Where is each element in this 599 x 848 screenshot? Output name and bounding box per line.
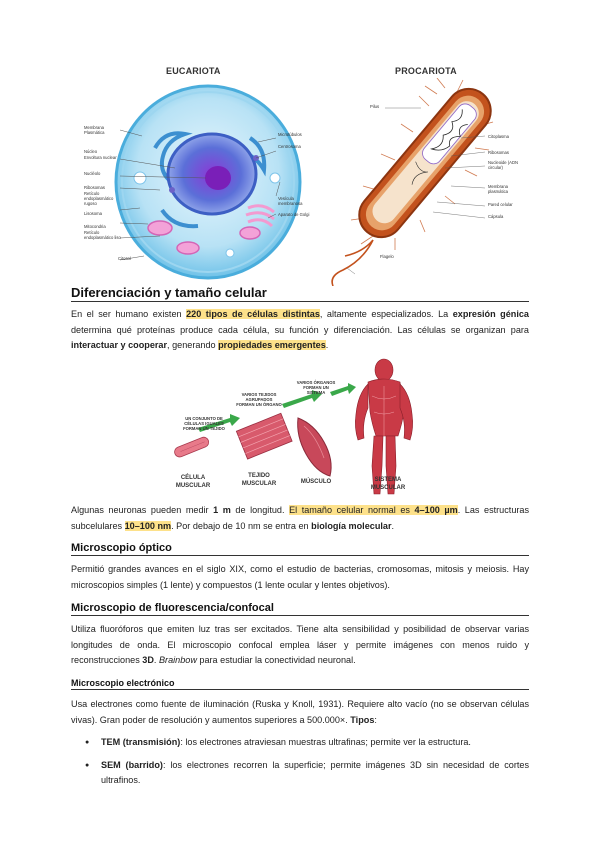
euk-label-nucleolo: Nucléolo	[84, 171, 101, 176]
prok-label-capsula: Cápsula	[488, 214, 504, 219]
eukaryote-title: EUCARIOTA	[166, 66, 221, 76]
euk-label-envoltura: Envoltura nuclear	[84, 155, 117, 160]
euk-label-rer: Retículo endoplasmático rugoso	[84, 191, 114, 206]
paragraph-fluorescencia: Utiliza fluoróforos que emiten luz tras ser excitados. Tiene alta sensibilidad y posibilidad de observar varias longitudes de onda. El microscopio confocal emplea láser y permite imágenes con menos ruido y reconstrucciones 3D. Brainbow para estudiar la conectividad neuronal.	[71, 624, 529, 665]
label-varios-tejidos: VARIOS TEJIDOS AGRUPADOS FORMAN UN ÓRGANO	[236, 392, 282, 407]
euk-label-ribosomas: Ribosomas	[84, 185, 105, 190]
prok-label-ribosomas: Ribosomas	[488, 150, 509, 155]
caption-celula-muscular: CÉLULA MUSCULAR	[175, 475, 211, 489]
paragraph-electronico: Usa electrones como fuente de iluminación (Ruska y Knoll, 1931). Requiere alto vacío (no se observan células vivas). Gran poder de resolución y aumentos superiores a 500.000×. Tipos:	[71, 699, 529, 725]
caption-tejido-muscular: TEJIDO MUSCULAR	[241, 473, 277, 487]
bullet-icon: ●	[85, 761, 90, 769]
paragraph-optico: Permitió grandes avances en el siglo XIX, como el estudio de bacterias, cromosomas, mitosis y meiosis. Hay microscopios simples (1 lente) y compuestos (1 lente ocular y lentes objetivos).	[71, 564, 529, 590]
euk-label-mitocondria: Mitocondria	[84, 224, 106, 229]
euk-label-vesicula: Vesícula membranosa	[278, 196, 303, 206]
section-heading-fluorescencia: Microscopio de fluorescencia/confocal	[71, 601, 529, 616]
euk-label-lisosoma: Lisosoma	[84, 211, 102, 216]
label-conjunto-celulas: UN CONJUNTO DE CÉLULAS IGUALES FORMAN UN TEJIDO	[183, 416, 225, 431]
prok-label-pared: Pared celular	[488, 202, 513, 207]
prok-label-citoplasma: Citoplasma	[488, 134, 509, 139]
section-heading-optico: Microscopio óptico	[71, 541, 529, 556]
euk-label-microtubulos: Microtúbulos	[278, 132, 302, 137]
highlight-propiedades: propiedades emergentes	[218, 340, 326, 350]
section-heading-diferenciacion: Diferenciación y tamaño celular	[71, 284, 529, 302]
prok-label-pilus: Pilus	[370, 104, 380, 109]
section-heading-electronico: Microscopio electrónico	[71, 677, 529, 690]
euk-label-golgi: Aparato de Golgi	[278, 212, 310, 217]
prok-label-flagelo: Flagelo	[380, 254, 394, 259]
euk-label-membrana: Membrana Plasmática	[84, 125, 105, 135]
euk-label-rel: Retículo endoplasmático liso	[84, 230, 121, 240]
highlight-tamano-normal: El tamaño celular normal es 4–100 µm	[289, 505, 458, 515]
highlight-10-100-nm: 10–100 nm	[124, 520, 172, 531]
paragraph-diferenciacion: En el ser humano existen 220 tipos de células distintas, altamente especializados. La expresión génica determina qué proteínas produce cada célula, su función y diferenciación. Las células se organizan para interactuar y cooperar, generando propiedades emergentes.	[71, 309, 529, 350]
highlight-220-tipos: 220 tipos de células distintas	[186, 309, 320, 319]
prokaryote-title: PROCARIOTA	[395, 66, 457, 76]
caption-sistema-muscular: SISTEMA MUSCULAR	[370, 477, 406, 491]
microscope-types-list	[71, 735, 529, 789]
prok-label-nucleoide: Nucleoide (ADN circular)	[488, 160, 519, 170]
paragraph-tamano-celular: Algunas neuronas pueden medir 1 m de longitud. El tamaño celular normal es 4–100 µm. Las estructuras subcelulares 10–100 nm. Por debajo de 10 nm se entra en biología molecular.	[71, 505, 530, 531]
caption-musculo: MÚSCULO	[300, 479, 332, 485]
prokaryotic-cell-illustration	[325, 78, 520, 286]
euk-label-centrosoma: Centrosoma	[278, 144, 301, 149]
prok-label-membrana: Membrana plasmática	[488, 184, 509, 194]
cell-comparison-figure	[80, 58, 520, 286]
list-item-sem: ● SEM (barrido): los electrones recorren la superficie; permite imágenes 3D sin necesidad de cortes ultrafinos.	[85, 759, 529, 785]
organization-levels-figure	[172, 356, 428, 498]
bullet-icon: ●	[85, 739, 90, 746]
label-varios-organos: VARIOS ÓRGANOS FORMAN UN SISTEMA	[296, 380, 336, 395]
eukaryotic-cell-illustration	[80, 78, 315, 283]
euk-label-nucleo: Núcleo	[84, 149, 98, 154]
euk-label-citosol: Citosol	[118, 256, 131, 261]
list-item-tem: ● TEM (transmisión): los electrones atraviesan muestras ultrafinas; permite ver la estructura.	[71, 735, 529, 751]
